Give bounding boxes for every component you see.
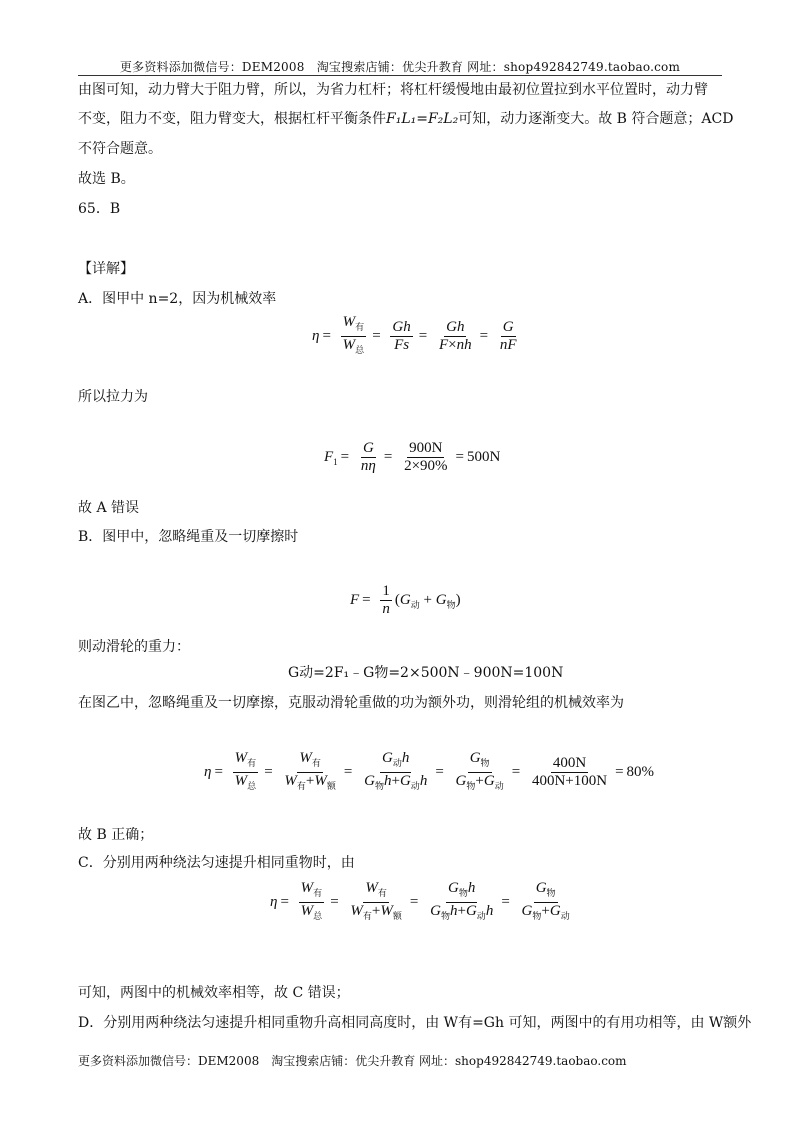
paragraph: 在图乙中，忽略绳重及一切摩擦，克服动滑轮重做的功为额外功，则滑轮组的机械效率为: [78, 695, 624, 711]
pulley-weight-equation: G动=2F₁﹣G物=2×500N﹣900N=100N: [288, 665, 564, 681]
pull-force-equation: $F_1$ = $\frac{G}{n\eta}$ = $\frac{900N}{2\times 90\%}$ = 500N: [324, 440, 501, 474]
efficiency-equation-2: η = $\frac{W_有}{W_总}$ = $\frac{W_有}{W_有+W_额}$ = $\frac{G_动h}{G_物h+G_动h}$ = $\frac{G_物}{G_物+G_动}$ = $\frac{400N}{400N+100N}$ = 80%: [204, 750, 655, 791]
paragraph: 可知，两图中的机械效率相等，故 C 错误；: [78, 985, 350, 1001]
lever-balance-formula: F₁L₁=F₂L₂: [386, 111, 459, 127]
efficiency-equation-3: η = $\frac{W_有}{W_总}$ = $\frac{W_有}{W_有+W_额}$ = $\frac{G_物h}{G_物h+G_动h}$ = $\frac{G_物}{G_物+G_动}$: [270, 880, 570, 921]
paragraph: 故选 B。: [78, 171, 135, 187]
paragraph: B．图甲中，忽略绳重及一切摩擦时: [78, 529, 299, 545]
paragraph: [78, 109, 734, 129]
question-number: 65．B: [78, 201, 121, 217]
efficiency-equation-1: η = $\frac{W_有}{W_总}$ = $\frac{Gh}{Fs}$ = $\frac{Gh}{F\times nh}$ = $\frac{G}{nF}$: [312, 314, 517, 355]
paragraph: 故 A 错误: [78, 500, 140, 516]
paragraph: C．分别用两种绕法匀速提升相同重物时，由: [78, 855, 355, 871]
header-divider: [78, 75, 722, 76]
paragraph: 所以拉力为: [78, 389, 148, 405]
paragraph-text: 可知，动力逐渐变大。故 B 符合题意；ACD: [458, 111, 734, 127]
paragraph: A．图甲中 n=2，因为机械效率: [78, 291, 277, 307]
section-heading: 【详解】: [78, 261, 134, 277]
page-footer: 更多资料添加微信号：DEM2008 淘宝搜索店铺：优尖升教育 网址：shop492842749.taobao.com: [78, 1054, 627, 1068]
paragraph: 由图可知，动力臂大于阻力臂，所以，为省力杠杆；将杠杆缓慢地由最初位置拉到水平位置时，动力臂: [78, 82, 708, 98]
paragraph: 则动滑轮的重力：: [78, 639, 190, 655]
force-sum-equation: F = $\frac{1}{n}$ $(G_动 + G_物)$: [350, 583, 461, 617]
paragraph: 不符合题意。: [78, 141, 162, 157]
page-header: 更多资料添加微信号：DEM2008 淘宝搜索店铺：优尖升教育 网址：shop492842749.taobao.com: [119, 60, 681, 74]
paragraph: 故 B 正确；: [78, 827, 154, 843]
paragraph: D．分别用两种绕法匀速提升相同重物升高相同高度时，由 W有=Gh 可知，两图中的有用功相等，由 W额外: [78, 1015, 752, 1031]
paragraph-text: 不变，阻力不变，阻力臂变大，根据杠杆平衡条件: [78, 111, 386, 127]
